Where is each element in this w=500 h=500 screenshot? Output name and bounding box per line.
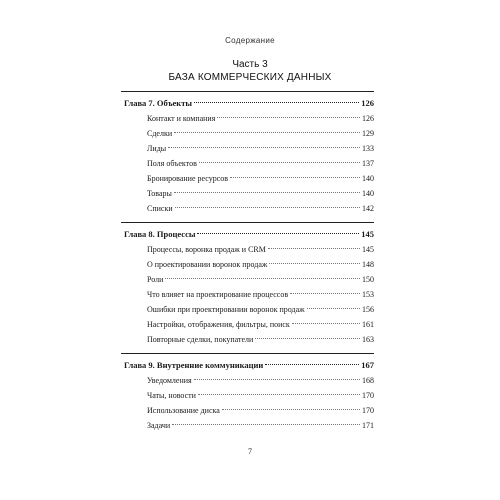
- toc-entry-label: Товары: [147, 189, 172, 198]
- part-title: БАЗА КОММЕРЧЕСКИХ ДАННЫХ: [168, 72, 332, 83]
- chapter-entry[interactable]: [121, 358, 374, 373]
- chapter-block: [121, 91, 374, 222]
- toc-entry-label: Контакт и компания: [147, 114, 216, 123]
- chapter-page-number: 126: [361, 98, 374, 108]
- toc-entry-page-number: 153: [362, 290, 374, 299]
- toc-entry-page-number: 126: [362, 114, 374, 123]
- dot-leader: [222, 409, 360, 410]
- dot-leader: [255, 338, 360, 339]
- toc-entry-page-number: 142: [362, 204, 374, 213]
- page-number: 7: [248, 447, 252, 456]
- dot-leader: [165, 278, 360, 279]
- toc-entry[interactable]: [121, 141, 374, 156]
- dot-leader: [172, 424, 360, 425]
- toc-entry-page-number: 163: [362, 335, 374, 344]
- toc-entry-page-number: 168: [362, 376, 374, 385]
- toc-entry[interactable]: [121, 186, 374, 201]
- toc-entry[interactable]: [121, 156, 374, 171]
- toc-entry[interactable]: [121, 257, 374, 272]
- dot-leader: [194, 379, 360, 380]
- toc-entry-label: Использование диска: [147, 406, 220, 415]
- toc-entry[interactable]: [121, 287, 374, 302]
- part-label: Часть 3: [232, 59, 268, 70]
- dot-leader: [268, 248, 360, 249]
- toc-entry[interactable]: [121, 272, 374, 287]
- toc-entry-page-number: 150: [362, 275, 374, 284]
- toc-entry-page-number: 171: [362, 421, 374, 430]
- toc-entry[interactable]: [121, 242, 374, 257]
- toc-entry-page-number: 140: [362, 189, 374, 198]
- dot-leader: [290, 293, 360, 294]
- toc-entry[interactable]: [121, 302, 374, 317]
- toc-entry[interactable]: [121, 418, 374, 433]
- toc-entry[interactable]: [121, 317, 374, 332]
- toc-entry-label: Чаты, новости: [147, 391, 196, 400]
- toc-entry-label: Задачи: [147, 421, 171, 430]
- chapter-entry[interactable]: [121, 227, 374, 242]
- toc-entry-page-number: 129: [362, 129, 374, 138]
- chapter-title: Глава 9. Внутренние коммуникации: [124, 360, 264, 370]
- toc-entry-label: Сделки: [147, 129, 173, 138]
- toc-entry-label: О проектировании воронок продаж: [147, 260, 268, 269]
- toc-entry-page-number: 133: [362, 144, 374, 153]
- toc-entry-label: Что влияет на проектирование процессов: [147, 290, 289, 299]
- table-of-contents: [121, 91, 374, 439]
- toc-entry-label: Процессы, воронка продаж и CRM: [147, 245, 266, 254]
- dot-leader: [230, 177, 360, 178]
- toc-entry[interactable]: [121, 201, 374, 216]
- toc-entry[interactable]: [121, 403, 374, 418]
- chapter-page-number: 145: [361, 229, 374, 239]
- toc-entry-label: Поля объектов: [147, 159, 197, 168]
- chapter-block: [121, 222, 374, 353]
- chapter-title: Глава 7. Объекты: [124, 98, 193, 108]
- toc-entry-label: Уведомления: [147, 376, 192, 385]
- toc-entry-label: Бронирование ресурсов: [147, 174, 229, 183]
- toc-entry-label: Лиды: [147, 144, 167, 153]
- toc-entry-label: Настройки, отображения, фильтры, поиск: [147, 320, 290, 329]
- toc-entry-page-number: 140: [362, 174, 374, 183]
- toc-entry-label: Роли: [147, 275, 164, 284]
- toc-entry-label: Списки: [147, 204, 173, 213]
- dot-leader: [199, 162, 360, 163]
- toc-entry-page-number: 161: [362, 320, 374, 329]
- dot-leader: [307, 308, 360, 309]
- dot-leader: [269, 263, 360, 264]
- toc-entry[interactable]: [121, 373, 374, 388]
- dot-leader: [168, 147, 360, 148]
- chapter-entry[interactable]: [121, 96, 374, 111]
- dot-leader: [198, 394, 360, 395]
- toc-entry-page-number: 156: [362, 305, 374, 314]
- dot-leader: [174, 132, 360, 133]
- toc-entry[interactable]: [121, 388, 374, 403]
- toc-entry-page-number: 170: [362, 391, 374, 400]
- toc-entry-label: Ошибки при проектировании воронок продаж: [147, 305, 305, 314]
- toc-entry[interactable]: [121, 332, 374, 347]
- toc-entry[interactable]: [121, 126, 374, 141]
- dot-leader: [217, 117, 360, 118]
- dot-leader: [194, 102, 359, 103]
- chapter-page-number: 167: [361, 360, 374, 370]
- dot-leader: [292, 323, 360, 324]
- toc-entry-page-number: 137: [362, 159, 374, 168]
- dot-leader: [175, 207, 360, 208]
- toc-entry-label: Повторные сделки, покупатели: [147, 335, 254, 344]
- chapter-block: [121, 353, 374, 439]
- dot-leader: [174, 192, 360, 193]
- chapter-title: Глава 8. Процессы: [124, 229, 196, 239]
- toc-entry[interactable]: [121, 171, 374, 186]
- toc-entry-page-number: 170: [362, 406, 374, 415]
- running-head: Содержание: [225, 36, 275, 45]
- dot-leader: [197, 233, 359, 234]
- toc-entry-page-number: 148: [362, 260, 374, 269]
- dot-leader: [265, 364, 359, 365]
- toc-entry-page-number: 145: [362, 245, 374, 254]
- toc-entry[interactable]: [121, 111, 374, 126]
